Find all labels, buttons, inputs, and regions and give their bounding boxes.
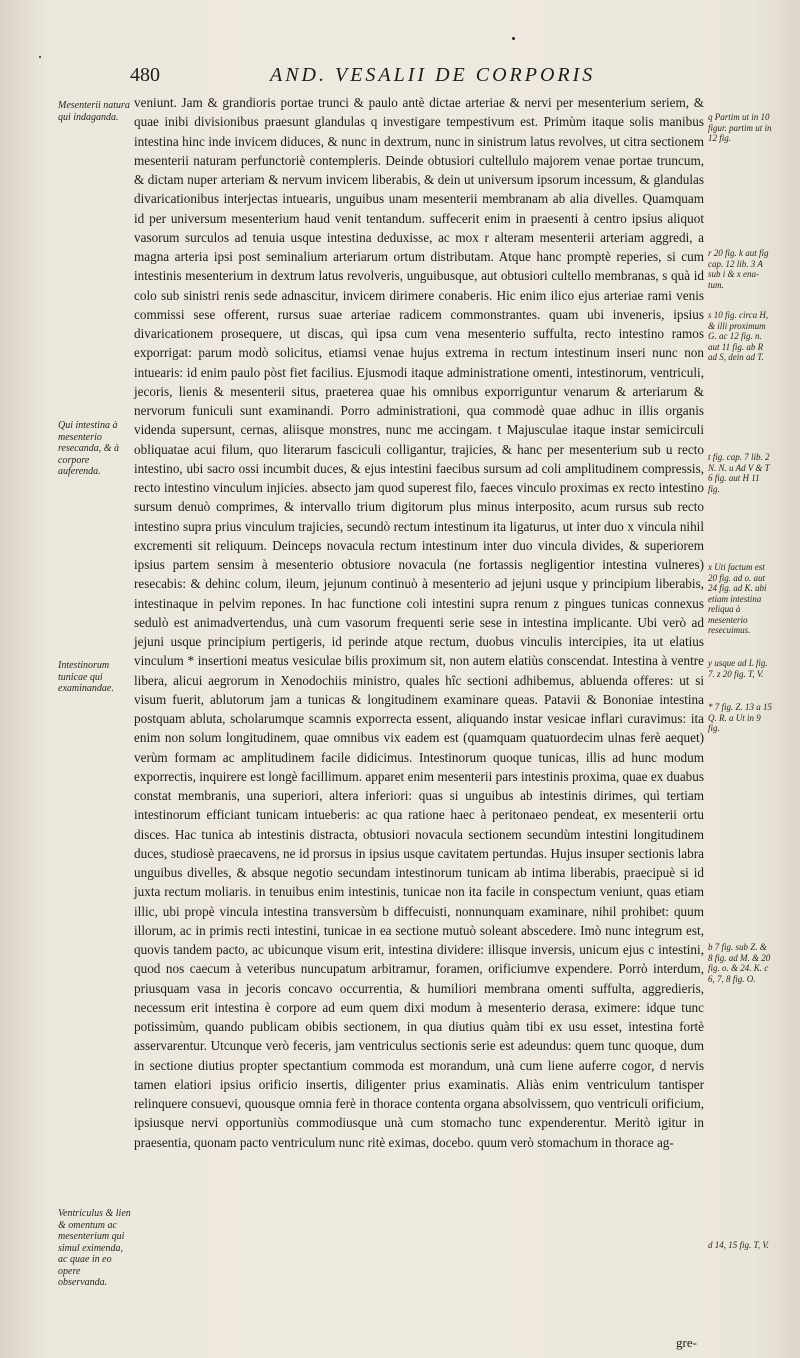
- main-text: [134, 93, 704, 1152]
- margin-note-b: b 7 fig. sub Z. & 8 fig. ad M. & 20 fig. o. & 24. K. c 6, 7, 8 fig. O.: [708, 942, 771, 984]
- margin-note-d: d 14, 15 fig. T, V.: [708, 1240, 769, 1250]
- margin-note-r: r 20 fig. k aut fig cap. 12 lib. 3 A sub i & x ena-tum.: [708, 248, 769, 290]
- ink-speck: [512, 37, 515, 40]
- margin-note-y: y usque ad L fig. 7. z 20 fig. T, V.: [708, 658, 768, 679]
- running-title: AND. VESALII DE CORPORIS: [270, 64, 596, 86]
- margin-note-s: s 10 fig. circa H, & illi proximum G. ac 12 fig. n. aut 11 fig. ab R ad S, dein ad T.: [708, 310, 769, 362]
- margin-note-star: * 7 fig. Z. 13 a 15 Q. R. a Ut in 9 fig.: [708, 702, 773, 733]
- margin-note-x: x Uti factum est 20 fig. ad o. aut 24 fig. ad K. ubi etiam intestina reliqua à mesenterio resecuimus.: [708, 562, 767, 635]
- ink-speck: [39, 56, 41, 58]
- main-paragraph: veniunt. Jam & grandioris portae trunci & paulo antè dictae arteriae & nervi per mesenterium seriem, & quae inibi divisionibus praesunt glandulas q investigare tempestivum est. Primùm itaque solis manibus intestina hinc inde invicem diduces, & nunc in dextrum, nunc in sinistrum latus revolves, ut citra sectionem mesenterii naturam perfunctoriè contempleris. Deinde obtusiori cultellulo majorem venae portae truncum, & dictam nuper arteriam & nervum invicem liberabis, & dein ut universum ipsorum incessum, & glandulas divaricationibus interjectas intuearis, unguibus unam mesenterii membranam ab alia divelles. Quamquam id per universum mesenterium haud venit tentandum. suffecerit enim in praesenti à centro ipsius aliquot vasorum surculos ad tenuia usque intestina deduxisse, ac mox r alteram mesenterii arteriam aggredi, a magna arteria ipsi post seminalium arteriarum ortum distributam. Atque hanc promptè reperies, si cum intestinis mesenterium in dextrum latus revolveris, unguibusque, aut obtusiori cultello membranas, s quà id colo sub sinistri renis sede adnascitur, invicem dirimere conaberis. Hic enim ilico ejus arteriae rami venis commissi sese offerent, rursus suae arteriae radicem commonstrantes. quam ubi inveneris, ipsius divaricationem prosequere, ut discas, quì ipsa cum vena mesenterio suffulta, recto intestino ramos exporrigat: parum modò solicitus, etiamsi venae hujus extrema in rectum intestinum inseri nunc non intuearis: id enim paulo pòst fiet facilius. Ejusmodi itaque administratione omenti, intestinorum, ventriculi, jecoris, lienis & mesenterii situs, praeterea quae his omnibus exporriguntur venarum & arteriarum & nervorum funiculi sunt examinandi. Porro administrationi, qua commodè quae adhuc in illis organis videnda supersunt, cernas, aliisque monstres, nunc me accingam. t Majusculae itaque instar semicirculi obliquatae acui filum, quo literarum fasciculi colligantur, trajicies, & hanc per mesenterium sub u recto intestino, ubi sacro ossi incumbit duces, & ejus intestini faecibus sursum ad coli amplitudinem compressis, recto intestino vinculum injicies. absecto jam quod superest filo, faeces vinculo proximas ex recto intestino sursum denuò comprimes, & intervallo trium digitorum plus minus interposito, acum rursus sub recto intestino supra prius vinculum trajicies, secundò rectum intestinum ita ligaturus, ut inter duo x vincula nihil excrementi sit reliquum. Deinceps novacula rectum intestinum inter duo vincula divides, & superiorem ipsius partem sensim à mesenterio obtusiore novacula (ne fortassis negligentior intestina vulneres) resecabis: & dehinc colum, ileum, jejunum continuò à mesenterio ad jejuni usque y principium liberabis, intestinaque in pelvim repones. In hac functione coli intestini supra renum z pingues tunicas connexus sedulò est animadvertendus, unà cum vasorum frequenti serie sese in intestina implicante. Ubi verò ad jejuni usque principium pertigeris, id perinde atque rectum, duobus vinculis intercipies, ita ut elatius vinculum * insertioni meatus vesiculae bilis proximum sit, non autem elatiùs conscendat. Intestina à ventre libera, alicui aegrorum in Xenodochiis ministro, quales hîc sectioni adhibemus, abluenda offeres: ut si visum fuerit, ablutorum jam a tunicas & longitudinem examinare queas. Patavii & Bononiae intestina postquam abluta, scholarumque scamnis exporrecta essent, aliquando instar vesicae inflari curavimus: ita enim non solum longitudinem, quae omnibus vix eadem est (quamquam quatuordecim ulnas ferè aequet) verùm formam ac amplitudinem facile didicimus. Intestinorum quoque tunicas, illis ad hunc modum exporrectis, inquirere est longè facillimum. apparet enim mesenterii pars intestinis proxima, quae ex duabus constat membranis, una superiori, altera inferiori: quas si unguibus ab intestinis dirimes, quì tertiam intestinorum efficiant tunicam intueberis: ac qua ratione haec à peritonaeo pendeat, ex mesenterii ortu disces. Hac tunica ab intestinis distracta, obtusiori novacula sectionem secundùm intestini longitudinem duces, studiosè praecavens, ne id prorsus in ipsius usque cavitatem pertundas. Hujus insuper sectionis labra unguibus divelles, & absque negotio secundam intestinorum tunicam ab intima liberabis, praecipuè si id juxta rectum moliaris. in tenuibus enim intestinis, tunicae non ita facile in conspectum veniunt, quas etiam illic, ubi propè vincula intestina transversùm b diffecuisti, nonnunquam examinare, nihil prohibet: quum illorum, ac in primis recti intestini, tunicae in ea sectione mutuò soleant abscedere. Imò nunc integrum est, quovis tandem pacto, ac ubicunque visum erit, intestina dividere: illisque inversis, unicum ejus c intestini, quod nos caecum à veteribus nuncupatum arbitramur, foramen, orificiumve expendere. Porrò interdum, priusquam vasa in jecoris concavo occurrentia, & humiliori membrana omenti suffulta, aggredieris, necessum erit intestina è corpore ad eum quem dixi modum à mesenterio derasa, eximere: idque tunc potissimùm, quando publicam obibis sectionem, in qua diutius quàm tibi ex usu esset, intestina fortè asservarentur. Utcunque verò feceris, jam ventriculus sectionis serie est adeundus: quem tunc quoque, dum in sectione diutius propter spectantium commoda est morandum, unà cum liene auferre cogor, d nervis tamen elatiori ipsius orificio insertis, diligenter prius examinatis. Aliàs enim ventriculum tantisper relinquere consuevi, quousque omnia ferè in thorace contenta organa absolvissem, quo ventriculi orificium, ipsiusque nervi opportuniùs commodiusque unà cum stomacho tunc expenderentur. Meritò igitur in praesentia, quonam pacto ventriculum nunc ritè eximas, docebo. quum verò stomachum in thorace ag-: [134, 95, 704, 1150]
- page-header: [130, 64, 690, 90]
- margin-note-t: t fig. cap. 7 lib. 2 N. N. u Ad V & T 6 fig. aut H 11 fig.: [708, 452, 770, 494]
- margin-note-q: q Partim ut in 10 figur. partim ut in 12 fig.: [708, 112, 772, 143]
- margin-note-ventriculus: Ventriculus & lien & omentum ac mesenterium qui simul eximenda, ac quae in eo opere observanda.: [58, 1208, 131, 1288]
- margin-note-tunicae: Intestinorum tunicae qui examinandae.: [58, 660, 114, 694]
- margin-note-mesenterii: Mesenterii natura qui indaganda.: [58, 100, 130, 123]
- page-number: 480: [130, 64, 160, 86]
- margin-note-intestina: Qui intestina à mesenterio resecanda, & à corpore auferenda.: [58, 420, 120, 477]
- catchword: gre-: [676, 1335, 697, 1350]
